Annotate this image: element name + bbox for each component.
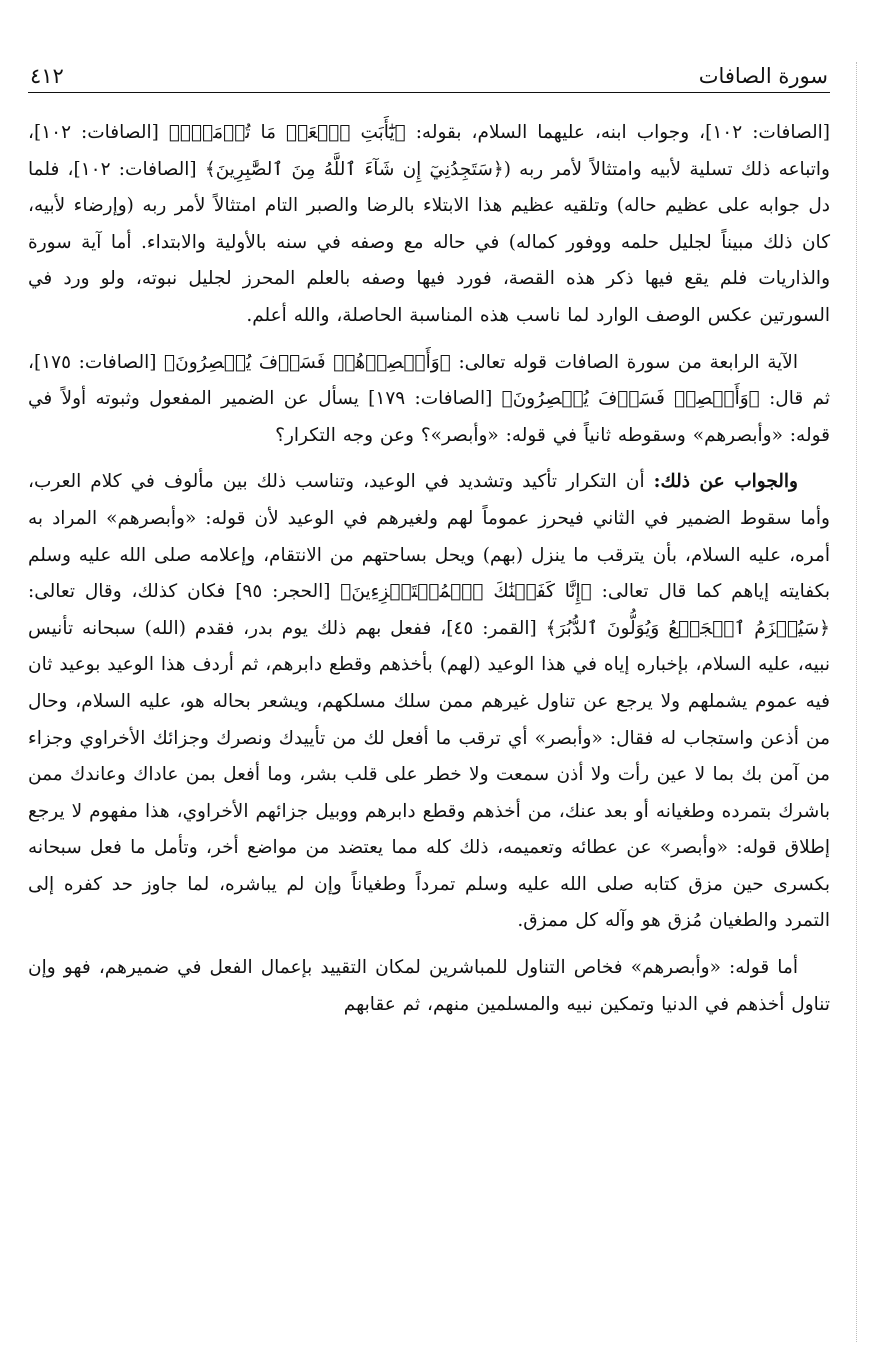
paragraph-text: أن التكرار تأكيد وتشديد في الوعيد، وتناسب ذلك بين مألوف في كلام العرب، وأما سقوط الضمير في الثاني فيحرز عموماً لهم ولغيرهم في الوعيد لأن قوله: «وأبصرهم» المراد به أمره، عليه السلام، بأن يترقب ما ينزل (بهم) ويحل بساحتهم من الانتقام، وإعلامه صلى الله عليه وسلم بكفايته إياهم كما قال تعالى: ﴿إِنَّا كَفَيۡنَٰكَ ٱلۡمُسۡتَهۡزِءِينَ﴾ [الحجر: ٩٥] فكان كذلك، وقال تعالى: ﴿سَيُهۡزَمُ ٱلۡجَمۡعُ وَيُوَلُّونَ ٱلدُّبُرَ﴾ [القمر: ٤٥]، ففعل بهم ذلك يوم بدر، فقدم (الله) سبحانه تأنيس نبيه، عليه السلام، بإخباره إياه في هذا الوعيد (لهم) بأخذهم وقطع دابرهم، ثم أردف هذا الوعيد بوعيد ثان فيه عموم يشملهم ولا يرجع عن تناول غيرهم ممن سلك مسلكهم، ويشعر بحاله هو، عليه السلام، وحال من أذعن واستجاب له فقال: «وأبصر» أي ترقب ما أفعل لك من تأييدك ونصرك وجزائك الأخراوي وجزاء من آمن بك بما لا عين رأت ولا أذن سمعت ولا خطر على قلب بشر، وما أفعل بمن عاداك وعاندك ممن باشرك بتمرده وطغيانه أو بعد عنك، من أخذهم وقطع دابرهم ووبيل جزائهم الأخراوي، هذا مفهوم لا يرجع إطلاق قوله: «وأبصر» عن عطائه وتعميمه، ذلك كله مما يعتضد من مواضع أخر، وتأمل ما فعل سبحانه بكسرى حين مزق كتابه صلى الله عليه وسلم تمرداً وطغياناً وإن لم يباشره، لما جاوز حد كفره إلى التمرد والطغيان مُزق هو وآله كل ممزق. <box>28 471 830 932</box>
page-body <box>28 115 830 1023</box>
paragraph-2 <box>28 345 830 455</box>
paragraph-text: الآية الرابعة من سورة الصافات قوله تعالى: ﴿وَأَبۡصِرۡهُمۡ فَسَوۡفَ يُبۡصِرُونَ﴾ [الصافات: ١٧٥]، ثم قال: ﴿وَأَبۡصِرۡ فَسَوۡفَ يُبۡصِرُونَ﴾ [الصافات: ١٧٩] يسأل عن الضمير المفعول وثبوته أولاً في قوله: «وأبصرهم» وسقوطه ثانياً في قوله: «وأبصر»؟ وعن وجه التكرار؟ <box>28 351 830 446</box>
page-edge-line <box>856 62 857 1342</box>
running-header <box>28 50 830 93</box>
paragraph-3 <box>28 464 830 940</box>
paragraph-text: [الصافات: ١٠٢]، وجواب ابنه، عليهما السلام، بقوله: ﴿يَٰٓأَبَتِ ٱفۡعَلۡ مَا تُؤۡمَرُۖ﴾ [الصافات: ١٠٢]، واتباعه ذلك تسلية لأبيه وامتثالاً لأمر ربه (﴿سَتَجِدُنِيٓ إِن شَآءَ ٱللَّهُ مِنَ ٱلصَّٰبِرِينَ﴾ [الصافات: ١٠٢]، فلما دل جوابه على عظيم حاله) وتلقيه عظيم هذا الابتلاء بالرضا والصبر التام امتثالاً لأمر ربه (وإرضاء لأبيه، كان ذلك مبيناً لجليل حلمه ووفور كماله) في حاله مع وصفه في سنه بالأولية والابتداء. أما آية سورة والذاريات فلم يقع فيها ذكر هذه القصة، فورد فيها وصفه بالعلم المحرز لجليل نبوته، ولو ورد في السورتين عكس الوصف الوارد لما ناسب هذه المناسبة الحاصلة، والله أعلم. <box>28 122 830 326</box>
surah-title: سورة الصافات <box>698 64 828 88</box>
paragraph-text: أما قوله: «وأبصرهم» فخاص التناول للمباشرين لمكان التقييد بإعمال الفعل في ضميرهم، فهو وإن تناول أخذهم في الدنيا وتمكين نبيه والمسلمين منهم، ثم عقابهم <box>28 957 830 1015</box>
paragraph-4 <box>28 950 830 1023</box>
paragraph-1 <box>28 115 830 335</box>
page-number: ٤١٢ <box>30 64 64 88</box>
book-page <box>28 50 830 1033</box>
answer-lead: والجواب عن ذلك: <box>653 471 798 493</box>
